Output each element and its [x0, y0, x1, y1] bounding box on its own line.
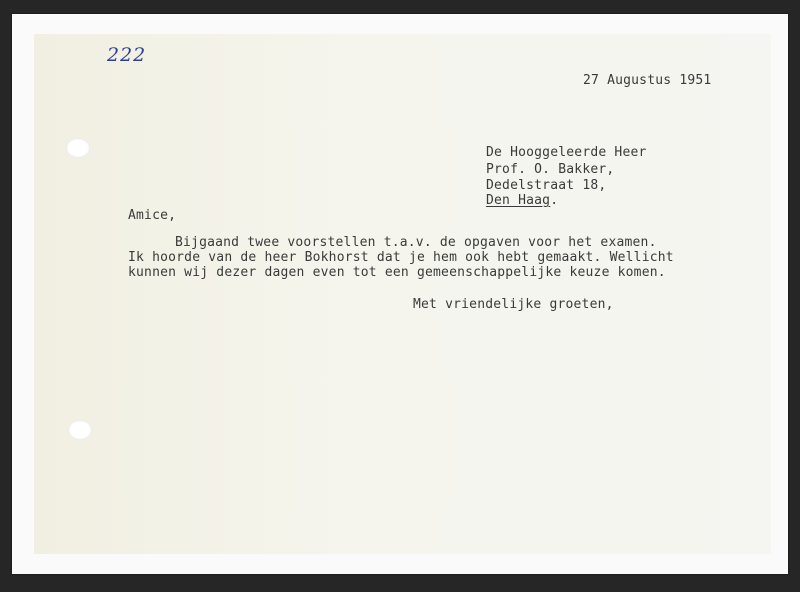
body-line-1: Bijgaand twee voorstellen t.a.v. de opgaven voor het examen.	[175, 235, 657, 250]
recipient-city-line	[486, 193, 558, 208]
recipient-city-suffix: .	[550, 193, 559, 208]
closing: Met vriendelijke groeten,	[413, 297, 614, 312]
salutation: Amice,	[128, 208, 177, 223]
letter-page	[34, 34, 771, 554]
punch-hole-bottom	[68, 420, 92, 440]
archive-number: 222	[107, 44, 147, 66]
recipient-title: De Hooggeleerde Heer	[486, 145, 647, 160]
body-line-2: Ik hoorde van de heer Bokhorst dat je hem ook hebt gemaakt. Wellicht	[128, 250, 674, 265]
letter-date: 27 Augustus 1951	[583, 73, 712, 88]
recipient-name: Prof. O. Bakker,	[486, 162, 615, 177]
recipient-city: Den Haag	[486, 193, 551, 208]
body-line-3: kunnen wij dezer dagen even tot een gemeenschappelijke keuze komen.	[128, 265, 666, 280]
recipient-street: Dedelstraat 18,	[486, 178, 607, 193]
punch-hole-top	[66, 138, 90, 158]
